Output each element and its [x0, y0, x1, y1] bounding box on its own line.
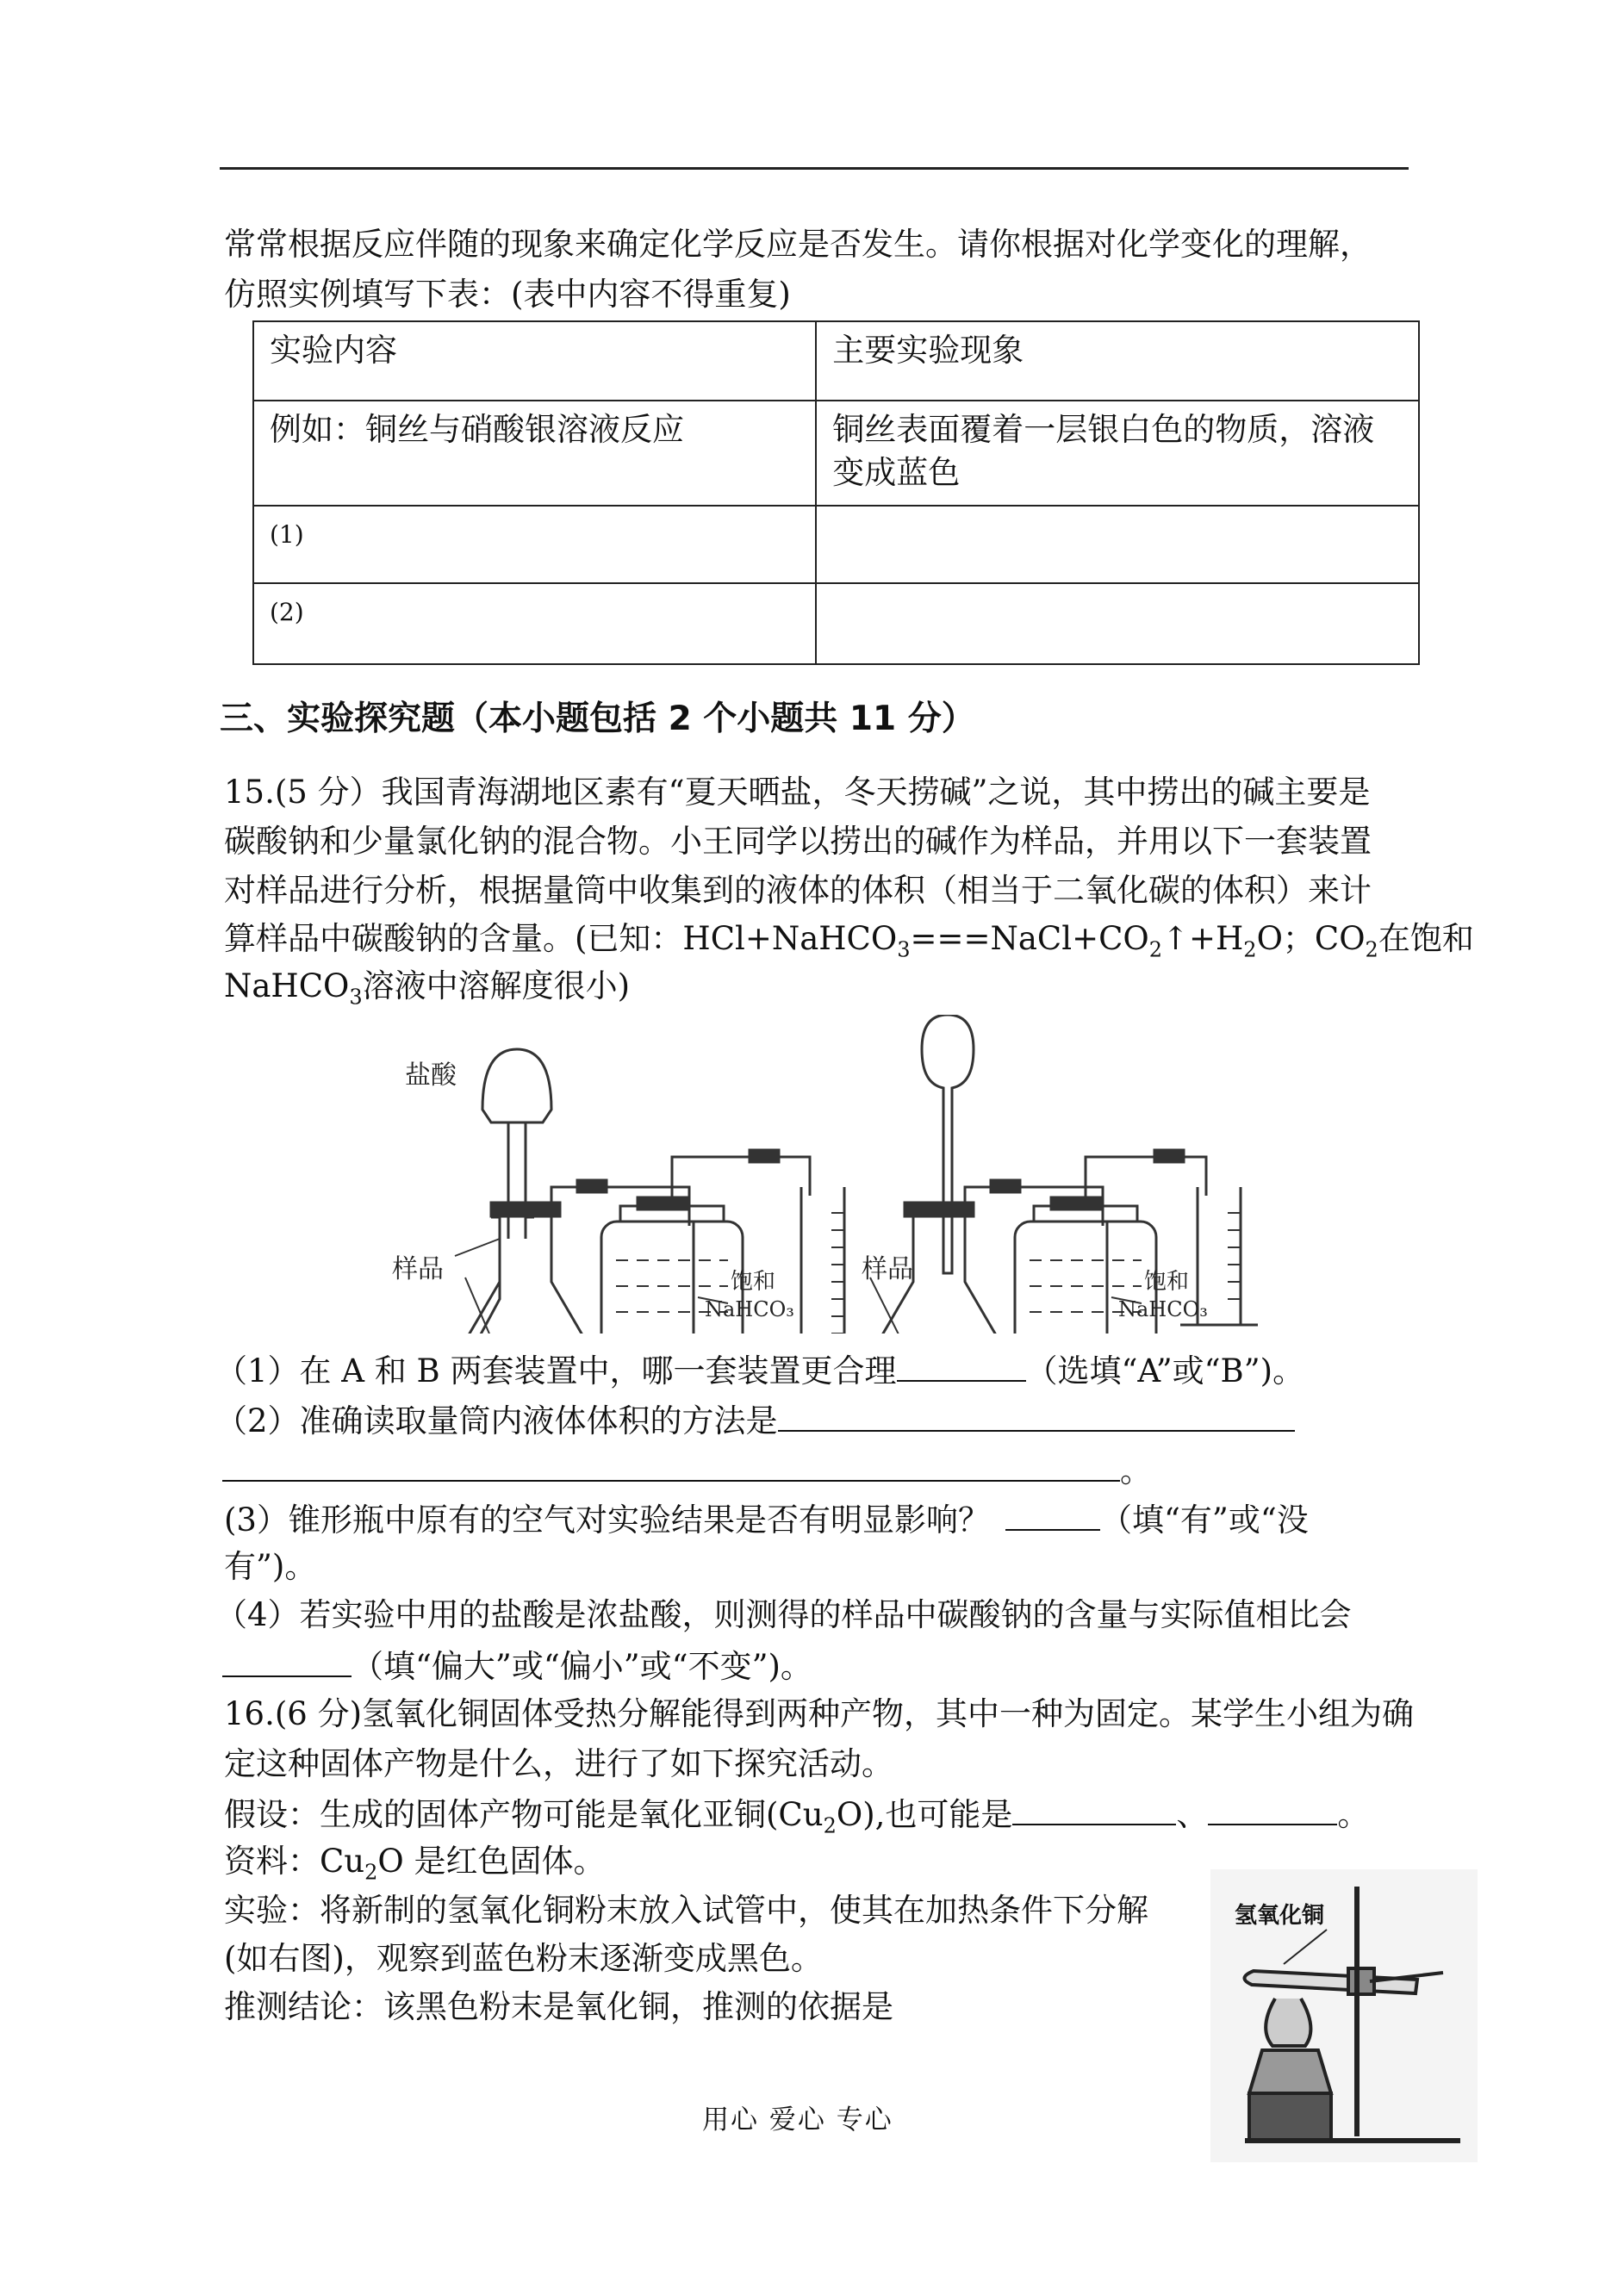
- q15-line-4-text: 算样品中碳酸钠的含量。(已知：HCl+NaHCO: [224, 920, 898, 957]
- table-cell: [816, 401, 1419, 506]
- table-row: [253, 401, 1419, 506]
- intro-line-2: 仿照实例填写下表：(表中内容不得重复): [224, 276, 791, 313]
- table-row: [253, 506, 1419, 583]
- separatory-funnel-a: [482, 1049, 551, 1122]
- table-cell: [816, 506, 1419, 583]
- q16-hypothesis: [224, 1794, 1369, 1844]
- subscript: 2: [1365, 937, 1378, 962]
- q15-part-3-text: （填“有”或“没: [1099, 1501, 1309, 1539]
- q16-experiment-2: (如右图)，观察到蓝色粉末逐渐变成黑色。: [224, 1940, 823, 1977]
- q15-line-4-text: O；CO: [1256, 920, 1366, 957]
- q15-part-4-cont: [222, 1646, 812, 1686]
- subscript: 2: [1243, 937, 1257, 962]
- table-cell: (1): [253, 506, 816, 583]
- acid-label: 盐酸: [405, 1060, 457, 1091]
- apparatus-figure: [379, 1015, 1266, 1334]
- q15-part-3-text: (3）锥形瓶中原有的空气对实验结果是否有明显影响？: [224, 1501, 990, 1539]
- saturated-label-a: 饱和: [731, 1269, 776, 1295]
- q15-line-4-text: 在饱和: [1378, 920, 1474, 957]
- answer-blank[interactable]: [1005, 1500, 1100, 1531]
- table-cell-line: 变成蓝色: [832, 454, 961, 491]
- q15-part-1-text: （1）在 A 和 B 两套装置中，哪一套装置更合理: [215, 1352, 897, 1389]
- q16-line-1: 16.(6 分)氢氧化铜固体受热分解能得到两种产物，其中一种为固定。某学生小组为确: [224, 1695, 1415, 1732]
- table-header-cell: 主要实验现象: [816, 321, 1419, 401]
- q16-hypothesis-text: 、: [1176, 1796, 1209, 1833]
- q15-line-3: 对样品进行分析，根据量筒中收集到的液体的体积（相当于二氧化碳的体积）来计: [224, 872, 1372, 909]
- q15-part-1: [215, 1351, 1304, 1390]
- q15-part-4-text: （填“偏大”或“偏小”或“不变”)。: [352, 1648, 812, 1685]
- table-row: [253, 583, 1419, 664]
- q15-line-5: [224, 967, 630, 1016]
- q15-part-4: （4）若实验中用的盐酸是浓盐酸，则测得的样品中碳酸钠的含量与实际值相比会: [215, 1596, 1352, 1633]
- lamp-base: [1249, 2093, 1331, 2141]
- subscript: 2: [364, 1860, 378, 1885]
- answer-blank[interactable]: [897, 1351, 1026, 1382]
- q16-experiment-1: 实验：将新制的氢氧化铜粉末放入试管中，使其在加热条件下分解: [224, 1892, 1148, 1929]
- answer-blank[interactable]: [778, 1401, 1295, 1432]
- header-rule: [220, 167, 1409, 170]
- q15-line-4: [224, 920, 1474, 968]
- section-title: 三、实验探究题（本小题包括 2 个小题共 11 分）: [220, 699, 975, 738]
- heating-apparatus-figure: [1210, 1869, 1478, 2162]
- q16-hypothesis-text: 假设：生成的固体产物可能是氧化亚铜(Cu: [224, 1796, 824, 1833]
- answer-blank[interactable]: [1208, 1794, 1337, 1825]
- table-header-cell: 实验内容: [253, 321, 816, 401]
- sample-label-b: 样品: [862, 1254, 913, 1284]
- table-cell: 例如：铜丝与硝酸银溶液反应: [253, 401, 816, 506]
- q15-part-2-cont: [222, 1451, 1152, 1490]
- table-header-row: [253, 321, 1419, 401]
- sample-label-a: 样品: [392, 1254, 444, 1284]
- answer-blank[interactable]: [1012, 1794, 1176, 1825]
- subscript: 2: [1148, 937, 1162, 962]
- q15-line-4-text: ↑+H: [1162, 920, 1244, 957]
- q15-line-1: 15.(5 分）我国青海湖地区素有“夏天晒盐，冬天捞碱”之说，其中捞出的碱主要是: [224, 774, 1371, 811]
- table-cell: [816, 583, 1419, 664]
- q15-part-1-text: （选填“A”或“B”)。: [1025, 1352, 1305, 1389]
- q16-info-text: O 是红色固体。: [377, 1843, 606, 1880]
- q16-info: [224, 1843, 606, 1891]
- q15-part-3-cont: 有”)。: [224, 1548, 317, 1585]
- q15-part-2-text: （2）准确读取量筒内液体体积的方法是: [215, 1402, 778, 1439]
- measuring-cylinder-a: [784, 1187, 862, 1334]
- q16-info-text: 资料：Cu: [224, 1843, 365, 1880]
- q16-conclusion: 推测结论：该黑色粉末是氧化铜，推测的依据是: [224, 1988, 893, 2025]
- q15-part-3: [224, 1500, 1309, 1539]
- subscript: 2: [823, 1813, 837, 1838]
- experiment-table: [252, 320, 1420, 665]
- intro-line-1: 常常根据反应伴随的现象来确定化学反应是否发生。请你根据对化学变化的理解，: [224, 226, 1372, 263]
- q15-line-2: 碳酸钠和少量氯化钠的混合物。小王同学以捞出的碱作为样品，并用以下一套装置: [224, 823, 1372, 860]
- saturated-label-b: 饱和: [1144, 1269, 1190, 1295]
- table-cell-line: 铜丝表面覆着一层银白色的物质，溶液: [832, 411, 1375, 448]
- q15-part-2: [215, 1401, 1295, 1440]
- subscript: 3: [349, 985, 363, 1010]
- q16-hypothesis-text: 。: [1337, 1796, 1370, 1833]
- q16-line-2: 定这种固体产物是什么，进行了如下探究活动。: [224, 1745, 893, 1782]
- answer-blank[interactable]: [222, 1451, 1120, 1482]
- footer: 用心 爱心 专心: [702, 2104, 893, 2135]
- table-cell: (2): [253, 583, 816, 664]
- nahco3-label-b: NaHCO₃: [1118, 1297, 1208, 1321]
- q16-hypothesis-text: O),也可能是: [836, 1796, 1013, 1833]
- q15-line-4-text: ===NaCl+CO: [910, 920, 1149, 957]
- q15-line-5-text: 溶液中溶解度很小): [362, 967, 631, 1004]
- alcohol-lamp-flame: [1266, 1999, 1310, 2046]
- nahco3-label-a: NaHCO₃: [705, 1297, 794, 1321]
- figure-label: 氢氧化铜: [1235, 1903, 1325, 1929]
- alcohol-lamp: [1249, 2050, 1331, 2093]
- q15-line-5-text: NaHCO: [224, 967, 350, 1004]
- q15-part-2-text: 。: [1120, 1452, 1152, 1489]
- subscript: 3: [897, 937, 911, 962]
- answer-blank[interactable]: [222, 1646, 352, 1677]
